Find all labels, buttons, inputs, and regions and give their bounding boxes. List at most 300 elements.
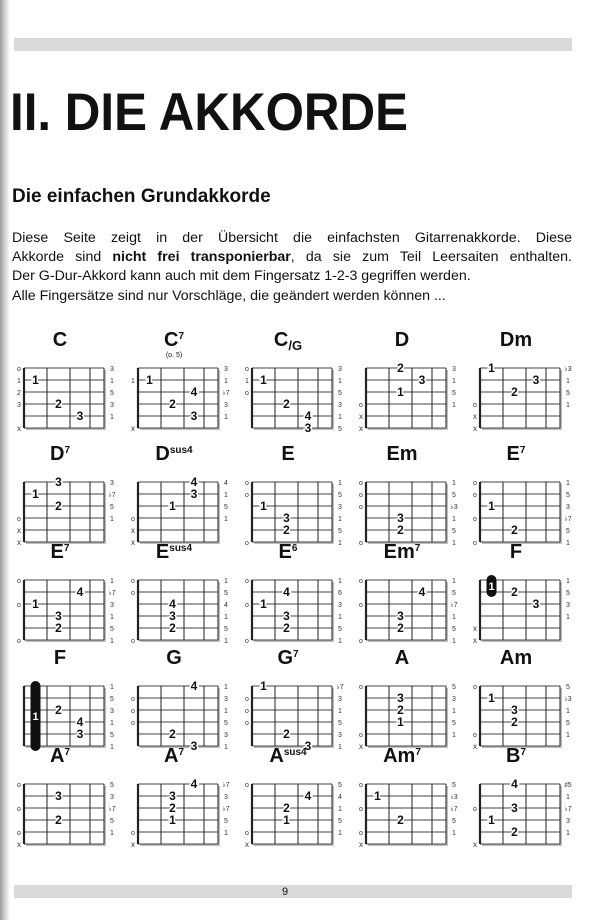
fretboard-background (138, 580, 218, 640)
fretboard (240, 772, 350, 862)
chord-root: E (50, 541, 64, 563)
finger-number: 4 (76, 585, 84, 599)
finger-number: 1 (374, 789, 381, 803)
interval-label: 5 (452, 390, 456, 397)
finger-number: 1 (32, 597, 39, 611)
interval-label: 3 (224, 696, 228, 703)
interval-label: 5 (452, 528, 456, 535)
open-string-marker: o (359, 504, 363, 511)
finger-number: 3 (304, 421, 312, 435)
fretboard (468, 356, 578, 446)
interval-label: 1 (566, 480, 570, 487)
interval-label: 3 (566, 818, 570, 825)
muted-string-marker: x (473, 636, 477, 645)
interval-label: 1 (338, 480, 342, 487)
chord-name (126, 442, 222, 466)
chord-extension: sus4 (283, 747, 307, 758)
chord-extension: 7 (519, 445, 526, 456)
chord-name (12, 442, 108, 466)
open-string-marker: o (245, 492, 249, 499)
open-string-marker: o (473, 480, 477, 487)
interval-label: 3 (452, 696, 456, 703)
chord-diagram (12, 540, 130, 660)
fretboard-background (366, 580, 446, 640)
interval-label: 1 (110, 638, 114, 645)
open-string-marker: o (473, 732, 477, 739)
fretboard (468, 772, 578, 862)
finger-number: 1 (488, 813, 495, 827)
interval-label: 5 (452, 492, 456, 499)
interval-label: 1 (338, 614, 342, 621)
interval-label: 1 (110, 744, 114, 751)
chord-diagram (354, 744, 472, 864)
chord-root: D (155, 443, 170, 465)
interval-label: 5 (224, 504, 228, 511)
interval-label: 1 (110, 516, 114, 523)
interval-label: 5 (566, 528, 570, 535)
interval-label: 1 (452, 708, 456, 715)
finger-number: 3 (55, 789, 62, 803)
interval-label: 1 (224, 516, 228, 523)
interval-label: 1 (110, 684, 114, 691)
open-string-marker: o (359, 684, 363, 691)
interval-label: 5 (338, 426, 342, 433)
chapter-title: II. DIE AKKORDE (10, 83, 409, 142)
chord-extension: sus4 (169, 543, 193, 554)
finger-number: 2 (511, 385, 518, 399)
interval-label: 1 (224, 492, 228, 499)
interval-label: 5 (452, 782, 456, 789)
open-string-marker: o (131, 578, 135, 585)
open-string-marker: o (245, 708, 249, 715)
open-string-marker: o (131, 696, 135, 703)
interval-label: 3 (338, 732, 342, 739)
interval-label: 1 (566, 794, 570, 801)
chord-diagram (354, 328, 472, 448)
interval-label: ♭7 (564, 806, 572, 813)
section-title: Die einfachen Grundakkorde (12, 186, 271, 207)
interval-label: 5 (566, 590, 570, 597)
interval-label: 5 (224, 590, 228, 597)
muted-string-marker: x (359, 742, 363, 751)
intro-line-4: Alle Fingersätze sind nur Vorschläge, die geändert werden können ... (12, 287, 446, 304)
finger-number: 2 (169, 801, 176, 815)
finger-number: 3 (532, 373, 540, 387)
finger-number: 1 (32, 373, 39, 387)
interval-label: ♭7 (336, 684, 344, 691)
chord-extension: 6 (291, 543, 298, 554)
interval-label: 1 (566, 732, 570, 739)
chord-name (12, 744, 108, 768)
open-string-marker: o (473, 806, 477, 813)
finger-number: 2 (397, 703, 404, 717)
chord-root: Em (386, 443, 418, 465)
finger-number: 1 (146, 373, 153, 387)
interval-label: 1 (338, 378, 342, 385)
fretboard (354, 568, 464, 658)
open-string-marker: o (359, 732, 363, 739)
finger-number: 1 (488, 691, 495, 705)
muted-string-marker: x (17, 526, 21, 535)
interval-label: 4 (224, 480, 228, 487)
intro-bold-text: nicht frei transponierbar (112, 249, 291, 266)
chord-diagram (240, 328, 358, 448)
interval-label: 5 (224, 720, 228, 727)
barre-finger-number: 1 (488, 581, 495, 593)
chord-root: F (509, 541, 523, 563)
interval-label: 5 (110, 390, 114, 397)
chord-name (12, 646, 108, 670)
interval-label: 3 (338, 696, 342, 703)
interval-label: 1 (338, 414, 342, 421)
finger-number: 3 (55, 475, 62, 489)
interval-label: 1 (224, 614, 228, 621)
chord-name (468, 442, 564, 466)
interval-label: 1 (452, 540, 456, 547)
finger-number: 3 (169, 789, 176, 803)
interval-label: 1 (566, 830, 570, 837)
interval-label: ♭7 (450, 602, 458, 609)
open-string-marker: o (359, 638, 363, 645)
interval-label: 5 (338, 720, 342, 727)
fretboard-background (24, 784, 104, 844)
interval-label: 1 (452, 402, 456, 409)
fretboard-background (252, 686, 332, 746)
finger-number: 2 (397, 621, 404, 635)
finger-number: 4 (190, 777, 198, 791)
muted-string-marker: x (473, 840, 477, 849)
chord-root: E (506, 443, 520, 465)
chord-root: A (163, 745, 179, 767)
interval-label: 1 (338, 744, 342, 751)
chord-diagram (468, 744, 586, 864)
open-string-marker: o (359, 782, 363, 789)
finger-number: 3 (283, 609, 290, 623)
interval-label: 1 (338, 516, 342, 523)
finger-number: 2 (55, 397, 62, 411)
open-string-marker: o (473, 684, 477, 691)
interval-label: 5 (224, 818, 228, 825)
open-string-marker: o (131, 638, 135, 645)
interval-label: ♭7 (564, 516, 572, 523)
finger-number: 3 (190, 739, 198, 753)
chord-root: D (49, 443, 65, 465)
muted-string-marker: x (131, 424, 135, 433)
muted-string-marker: x (359, 424, 363, 433)
interval-label: 3 (452, 366, 456, 373)
chord-name (126, 540, 222, 564)
chord-root: G (166, 647, 182, 669)
open-string-marker: o (17, 830, 21, 837)
chord-root: E (281, 443, 295, 465)
chord-root: Am (383, 745, 416, 767)
finger-number: 3 (190, 409, 198, 423)
interval-label: 5 (224, 626, 228, 633)
interval-label: 1 (338, 578, 342, 585)
finger-number: 4 (511, 777, 518, 791)
open-string-marker: o (359, 806, 363, 813)
fretboard (240, 356, 350, 446)
interval-label: 5 (452, 818, 456, 825)
chord-diagram (12, 328, 130, 448)
intro-line-1 (12, 229, 572, 248)
interval-label: 5 (566, 390, 570, 397)
chord-name (240, 744, 336, 768)
open-string-marker: o (245, 830, 249, 837)
interval-label: ♭7 (450, 806, 458, 813)
open-string-marker: o (359, 492, 363, 499)
fretboard (126, 772, 236, 862)
fretboard-background (138, 784, 218, 844)
muted-string-marker: x (473, 424, 477, 433)
finger-number: 1 (260, 499, 267, 513)
fretboard-background (480, 368, 560, 428)
chord-bass-note: /G (288, 338, 303, 353)
fretboard-background (138, 686, 218, 746)
barre-finger-number: 1 (32, 711, 39, 723)
chord-extension: 7 (178, 331, 184, 342)
chord-extension: 7 (63, 543, 70, 554)
fretboard (240, 568, 350, 658)
open-string-marker: o (17, 602, 21, 609)
chord-root: E (278, 541, 292, 563)
open-string-marker: o (359, 602, 363, 609)
chord-name (240, 646, 336, 670)
finger-number: 3 (55, 609, 62, 623)
intro-text: Akkorde sind (12, 249, 113, 266)
interval-label: 1 (338, 830, 342, 837)
open-string-marker: 1 (17, 378, 21, 385)
open-string-marker: o (473, 516, 477, 523)
finger-number: 2 (55, 621, 62, 635)
interval-label: 5 (338, 528, 342, 535)
interval-label: 5 (338, 818, 342, 825)
interval-label: 5 (452, 626, 456, 633)
interval-label: 3 (224, 732, 228, 739)
finger-number: 2 (283, 397, 290, 411)
chord-name (354, 540, 450, 564)
chord-note: (o. 5) (165, 352, 183, 359)
open-string-marker: o (473, 540, 477, 547)
interval-label: 3 (110, 366, 114, 373)
interval-label: 1 (452, 516, 456, 523)
finger-number: 3 (511, 801, 518, 815)
chord-diagram (126, 328, 244, 448)
interval-label: 1 (338, 708, 342, 715)
open-string-marker: o (131, 720, 135, 727)
interval-label: 5 (338, 626, 342, 633)
interval-label: 1 (224, 684, 228, 691)
finger-number: 3 (511, 703, 518, 717)
chord-root: B (505, 745, 521, 767)
chord-diagram (240, 540, 358, 660)
interval-label: 3 (110, 794, 114, 801)
fretboard-background (366, 482, 446, 542)
chord-name (468, 540, 564, 564)
interval-label: 1 (224, 578, 228, 585)
finger-number: 3 (76, 727, 84, 741)
chord-name (240, 540, 336, 564)
finger-number: 2 (397, 523, 404, 537)
interval-label: ♭7 (108, 806, 116, 813)
interval-label: 1 (338, 806, 342, 813)
interval-label: 1 (566, 378, 570, 385)
interval-label: 3 (338, 602, 342, 609)
chord-root: C (52, 329, 68, 351)
fretboard (12, 568, 122, 658)
interval-label: 1 (452, 578, 456, 585)
open-string-marker: o (17, 516, 21, 523)
finger-number: 3 (418, 373, 426, 387)
finger-number: 4 (304, 409, 312, 423)
fretboard (354, 772, 464, 862)
interval-label: 4 (224, 602, 228, 609)
chord-name (126, 744, 222, 768)
interval-label: 1 (566, 614, 570, 621)
open-string-marker: o (473, 492, 477, 499)
interval-label: 1 (452, 480, 456, 487)
interval-label: 1 (566, 578, 570, 585)
finger-number: 2 (55, 813, 62, 827)
open-string-marker: 1 (131, 378, 135, 385)
finger-number: 3 (283, 511, 290, 525)
interval-label: 5 (110, 732, 114, 739)
interval-label: 3 (566, 602, 570, 609)
chord-name (12, 328, 108, 352)
finger-number: 3 (76, 409, 84, 423)
chord-extension: 7 (64, 747, 70, 758)
chord-name (354, 646, 450, 670)
interval-label: 1 (452, 638, 456, 645)
interval-label: 3 (110, 480, 114, 487)
interval-label: ♭3 (450, 504, 458, 511)
finger-number: 4 (304, 789, 312, 803)
chord-extension: 7 (414, 543, 421, 554)
finger-number: 3 (190, 487, 198, 501)
muted-string-marker: x (17, 538, 21, 547)
finger-number: 4 (190, 475, 198, 489)
open-string-marker: o (131, 708, 135, 715)
open-string-marker: o (131, 516, 135, 523)
chord-name (12, 540, 108, 564)
chord-root: E (155, 541, 170, 563)
finger-number: 1 (283, 813, 290, 827)
muted-string-marker: x (131, 840, 135, 849)
interval-label: 5 (566, 720, 570, 727)
finger-number: 4 (283, 585, 290, 599)
finger-number: 2 (511, 585, 518, 599)
interval-label: 1 (566, 402, 570, 409)
fretboard (12, 772, 122, 862)
interval-label: 5 (566, 492, 570, 499)
open-string-marker: o (131, 590, 135, 597)
open-string-marker: o (245, 480, 249, 487)
chord-extension: 7 (520, 747, 526, 758)
intro-line-3: Der G-Dur-Akkord kann auch mit dem Fingersatz 1-2-3 gegriffen werden. (12, 268, 471, 285)
interval-label: 1 (110, 378, 114, 385)
chord-extension: sus4 (169, 445, 193, 456)
interval-label: 5 (110, 818, 114, 825)
interval-label: 3 (110, 602, 114, 609)
interval-label: 1 (338, 638, 342, 645)
interval-label: 1 (452, 732, 456, 739)
header-band (14, 38, 572, 51)
open-string-marker: o (245, 720, 249, 727)
interval-label: 5 (338, 782, 342, 789)
chord-root: C (163, 329, 179, 351)
finger-number: 2 (511, 523, 518, 537)
fretboard-background (138, 482, 218, 542)
chord-root: D (394, 329, 410, 351)
finger-number: 2 (283, 727, 290, 741)
finger-number: 1 (260, 679, 267, 693)
chord-extension: 7 (64, 445, 70, 456)
open-string-marker: o (245, 782, 249, 789)
open-string-marker: 2 (17, 390, 21, 397)
open-string-marker: o (359, 402, 363, 409)
open-string-marker: o (359, 540, 363, 547)
chord-name (126, 328, 222, 352)
finger-number: 2 (169, 621, 176, 635)
intro-paragraph (12, 229, 572, 306)
interval-label: ♭3 (564, 696, 572, 703)
interval-label: 1 (452, 614, 456, 621)
open-string-marker: o (359, 480, 363, 487)
fretboard (354, 356, 464, 446)
interval-label: 3 (338, 402, 342, 409)
finger-number: 2 (283, 801, 290, 815)
chord-extension: 7 (293, 649, 299, 660)
muted-string-marker: x (473, 624, 477, 633)
interval-label: 1 (224, 708, 228, 715)
finger-number: 2 (169, 727, 176, 741)
chord-extension: 7 (178, 747, 184, 758)
interval-label: 1 (224, 414, 228, 421)
chord-diagram (126, 744, 244, 864)
finger-number: 4 (76, 715, 84, 729)
interval-label: 1 (110, 720, 114, 727)
muted-string-marker: x (131, 538, 135, 547)
interval-label: 1 (110, 830, 114, 837)
muted-string-marker: x (359, 840, 363, 849)
open-string-marker: o (245, 540, 249, 547)
interval-label: 3 (224, 366, 228, 373)
finger-number: 1 (488, 361, 495, 375)
interval-label: ♭7 (108, 492, 116, 499)
fretboard (12, 356, 122, 446)
chord-name (468, 328, 564, 352)
interval-label: 1 (566, 540, 570, 547)
muted-string-marker: x (359, 412, 363, 421)
interval-label: 5 (338, 390, 342, 397)
chord-root: A (49, 745, 65, 767)
open-string-marker: o (245, 602, 249, 609)
finger-number: 1 (397, 715, 404, 729)
page-number: 9 (281, 886, 289, 898)
chord-root: Em (383, 541, 415, 563)
open-string-marker: o (17, 578, 21, 585)
open-string-marker: o (473, 402, 477, 409)
chord-name (240, 442, 336, 466)
interval-label: 5 (452, 590, 456, 597)
finger-number: 2 (511, 825, 518, 839)
open-string-marker: o (245, 638, 249, 645)
interval-label: 1 (338, 540, 342, 547)
intro-line-2 (12, 248, 572, 267)
finger-number: 1 (32, 487, 39, 501)
chord-name (468, 646, 564, 670)
finger-number: 3 (397, 511, 404, 525)
